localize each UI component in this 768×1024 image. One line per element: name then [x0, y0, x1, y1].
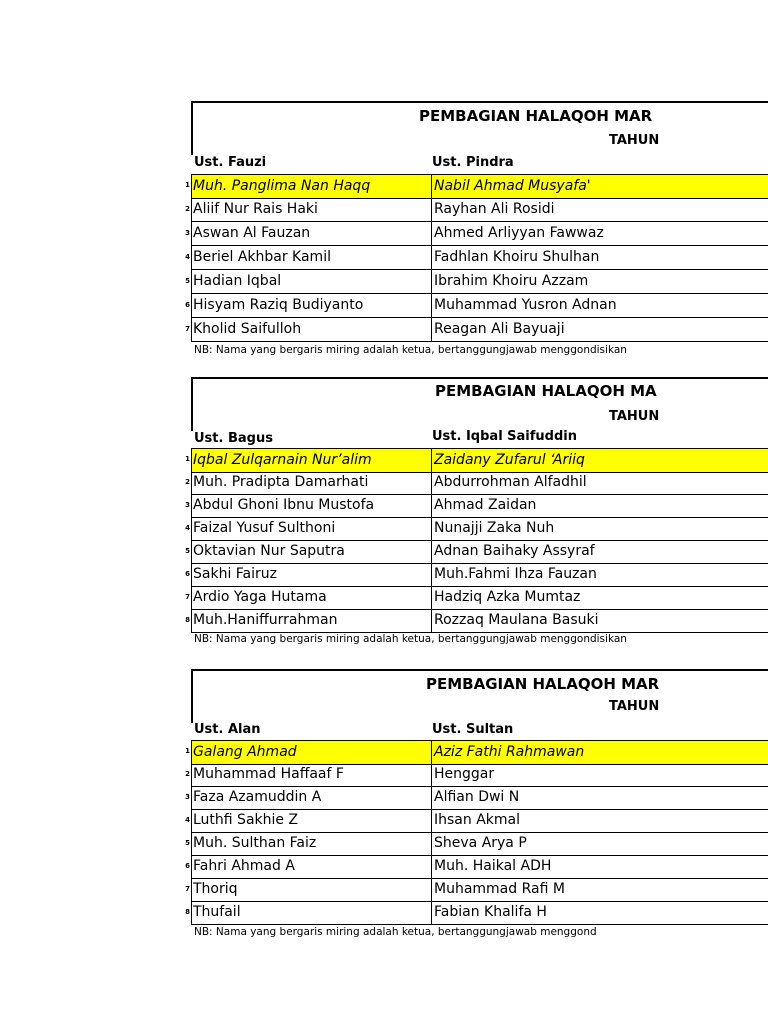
row-number: 7: [185, 593, 190, 601]
student-cell: Sakhi Fairuz: [193, 566, 277, 582]
row-number: 4: [185, 816, 190, 824]
student-cell: Muh. Haikal ADH: [431, 855, 768, 878]
leader-note: NB: Nama yang bergaris miring adalah ketua, bertanggungjawab menggondisikan: [194, 633, 627, 645]
student-cell: Aziz Fathi Rahmawan: [431, 741, 768, 764]
table-row: [191, 198, 768, 222]
student-cell: Oktavian Nur Saputra: [193, 543, 345, 559]
row-number: 7: [185, 325, 190, 333]
sheet-title: PEMBAGIAN HALAQOH MAR: [419, 107, 653, 125]
student-cell: Aswan Al Fauzan: [193, 225, 311, 241]
student-cell: Abdul Ghoni Ibnu Mustofa: [193, 497, 375, 513]
student-cell: Galang Ahmad: [193, 744, 297, 760]
student-cell: Muh.Fahmi Ihza Fauzan: [431, 563, 768, 586]
student-cell: Ahmed Arliyyan Fawwaz: [431, 222, 768, 245]
row-number: 6: [185, 301, 190, 309]
teacher-name-col1: Ust. Alan: [194, 722, 261, 737]
table-row: [191, 174, 768, 199]
student-cell: Muh. Sulthan Faiz: [193, 835, 317, 851]
row-number: 8: [185, 908, 190, 916]
student-cell: Thoriq: [193, 881, 238, 897]
student-cell: Muh. Panglima Nan Haqq: [193, 178, 371, 194]
student-cell: Zaidany Zufarul ‘Ariiq: [431, 449, 768, 472]
row-number: 1: [185, 747, 190, 755]
student-cell: Hisyam Raziq Budiyanto: [193, 297, 364, 313]
row-number: 6: [185, 862, 190, 870]
teacher-name-col1: Ust. Fauzi: [194, 155, 267, 170]
row-number: 4: [185, 524, 190, 532]
leader-note: NB: Nama yang bergaris miring adalah ketua, bertanggungjawab menggondisikan: [194, 344, 627, 356]
table-row: [191, 563, 768, 587]
table-row: [191, 855, 768, 879]
student-cell: Ahmad Zaidan: [431, 494, 768, 517]
row-number: 2: [185, 770, 190, 778]
sheet-subtitle: TAHUN: [609, 133, 660, 148]
student-cell: Muhammad Haffaaf F: [193, 766, 344, 782]
table-row: [191, 878, 768, 902]
table-left-border: [191, 740, 192, 925]
student-cell: Luthfi Sakhie Z: [193, 812, 299, 828]
table-row: [191, 270, 768, 294]
sheet-title: PEMBAGIAN HALAQOH MA: [435, 382, 657, 400]
row-number: 1: [185, 455, 190, 463]
student-cell: Ibrahim Khoiru Azzam: [431, 270, 768, 293]
student-cell: Fahri Ahmad A: [193, 858, 295, 874]
student-cell: Nunajji Zaka Nuh: [431, 517, 768, 540]
table-row: [191, 786, 768, 810]
teacher-name-col1: Ust. Bagus: [194, 431, 273, 446]
student-cell: Aliif Nur Rais Haki: [193, 201, 318, 217]
row-number: 7: [185, 885, 190, 893]
table-row: [191, 294, 768, 318]
student-cell: Iqbal Zulqarnain Nur’alim: [193, 452, 372, 468]
table-row: [191, 763, 768, 787]
student-cell: Ihsan Akmal: [431, 809, 768, 832]
table-row: [191, 540, 768, 564]
table-row: [191, 740, 768, 765]
student-cell: Henggar: [431, 763, 768, 786]
table-row: [191, 517, 768, 541]
student-cell: Muhammad Yusron Adnan: [431, 294, 768, 317]
table-left-border: [191, 174, 192, 342]
row-number: 5: [185, 547, 190, 555]
student-cell: Ardio Yaga Hutama: [193, 589, 327, 605]
table-row: [191, 471, 768, 495]
table-row: [191, 448, 768, 473]
row-number: 2: [185, 478, 190, 486]
student-cell: Alfian Dwi N: [431, 786, 768, 809]
table-row: [191, 809, 768, 833]
student-cell: Adnan Baihaky Assyraf: [431, 540, 768, 563]
student-cell: Fabian Khalifa H: [431, 901, 768, 924]
table-row: [191, 222, 768, 246]
student-cell: Thufail: [193, 904, 241, 920]
student-cell: Reagan Ali Bayuaji: [431, 318, 768, 341]
student-cell: Muh. Pradipta Damarhati: [193, 474, 369, 490]
table-row: [191, 494, 768, 518]
table-row: [191, 901, 768, 925]
student-cell: Rayhan Ali Rosidi: [431, 198, 768, 221]
student-cell: Faza Azamuddin A: [193, 789, 322, 805]
row-number: 5: [185, 839, 190, 847]
student-cell: Beriel Akhbar Kamil: [193, 249, 331, 265]
teacher-name-col2: Ust. Iqbal Saifuddin: [432, 429, 577, 444]
teacher-name-col2: Ust. Pindra: [432, 155, 514, 170]
row-number: 4: [185, 253, 190, 261]
student-cell: Faizal Yusuf Sulthoni: [193, 520, 336, 536]
table-row: [191, 832, 768, 856]
leader-note: NB: Nama yang bergaris miring adalah ketua, bertanggungjawab menggond: [194, 926, 597, 938]
table-row: [191, 609, 768, 633]
student-cell: Rozzaq Maulana Basuki: [431, 609, 768, 632]
row-number: 8: [185, 616, 190, 624]
row-number: 3: [185, 501, 190, 509]
student-cell: Fadhlan Khoiru Shulhan: [431, 246, 768, 269]
sheet-subtitle: TAHUN: [609, 409, 660, 424]
student-cell: Sheva Arya P: [431, 832, 768, 855]
table-left-border: [191, 448, 192, 633]
student-cell: Hadian Iqbal: [193, 273, 282, 289]
row-number: 2: [185, 205, 190, 213]
teacher-name-col2: Ust. Sultan: [432, 722, 514, 737]
row-number: 6: [185, 570, 190, 578]
row-number: 1: [185, 181, 190, 189]
student-cell: Kholid Saifulloh: [193, 321, 302, 337]
row-number: 3: [185, 229, 190, 237]
row-number: 3: [185, 793, 190, 801]
sheet-subtitle: TAHUN: [609, 699, 660, 714]
table-row: [191, 246, 768, 270]
student-cell: Hadziq Azka Mumtaz: [431, 586, 768, 609]
sheet-title: PEMBAGIAN HALAQOH MAR: [426, 675, 660, 693]
table-row: [191, 586, 768, 610]
table-row: [191, 318, 768, 342]
student-cell: Muh.Haniffurrahman: [193, 612, 338, 628]
student-cell: Muhammad Rafi M: [431, 878, 768, 901]
student-cell: Abdurrohman Alfadhil: [431, 471, 768, 494]
row-number: 5: [185, 277, 190, 285]
student-cell: Nabil Ahmad Musyafa': [431, 175, 768, 198]
